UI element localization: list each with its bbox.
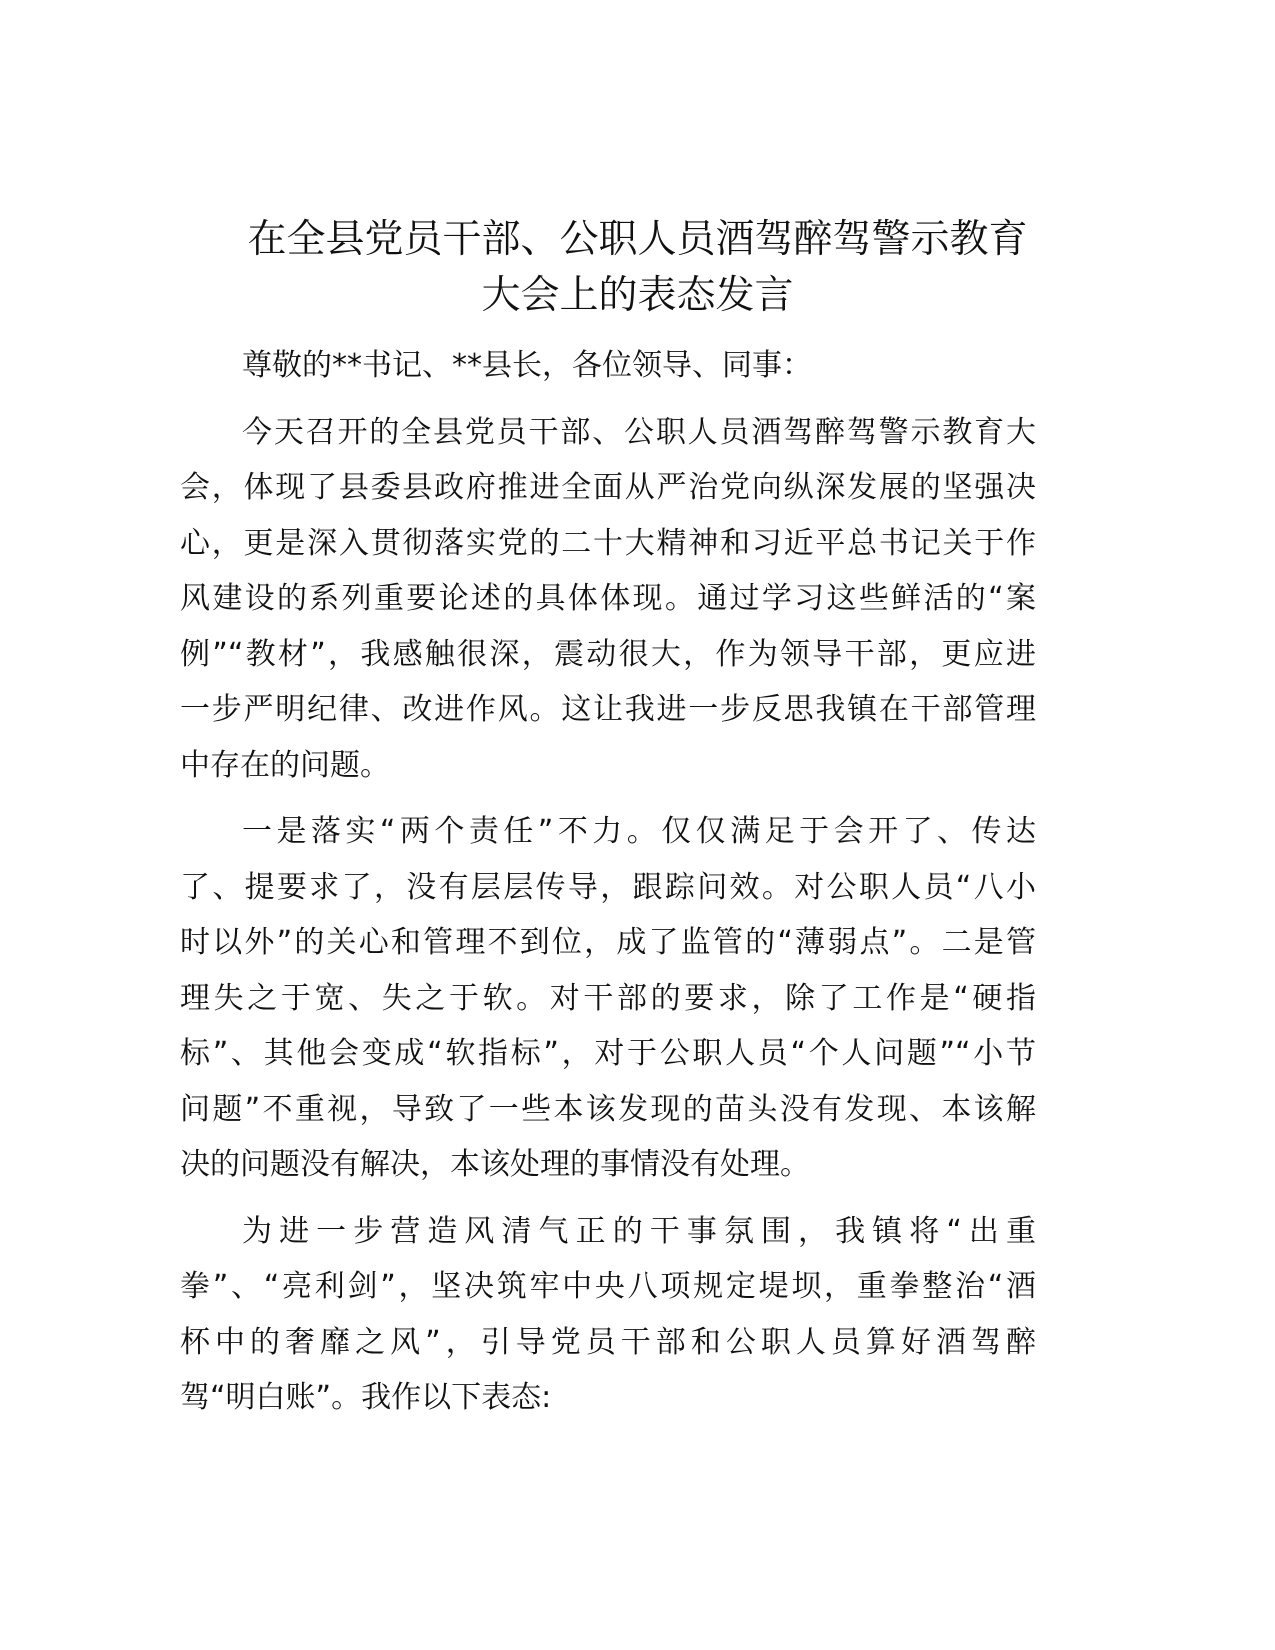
paragraph-line: 问题”不重视，导致了一些本该发现的苗头没有发现、本该解 bbox=[180, 1091, 1036, 1127]
document-title bbox=[0, 212, 1275, 324]
paragraph bbox=[180, 338, 1036, 394]
paragraph-line: 时以外”的关心和管理不到位，成了监管的“薄弱点”。二是管 bbox=[180, 925, 1036, 960]
paragraph-line: 杯中的奢靡之风”，引导党员干部和公职人员算好酒驾醉 bbox=[180, 1324, 1036, 1360]
paragraph-line: 决的问题没有解决，本该处理的事情没有处理。 bbox=[180, 1147, 810, 1182]
paragraph-line: 例”“教材”，我感触很深，震动很大，作为领导干部，更应进 bbox=[180, 636, 1036, 672]
paragraph-line: 会，体现了县委县政府推进全面从严治党向纵深发展的坚强决 bbox=[180, 470, 1036, 505]
paragraph-line: 风建设的系列重要论述的具体体现。通过学习这些鲜活的“案 bbox=[180, 581, 1036, 616]
paragraph-line: 为进一步营造风清气正的干事氛围，我镇将“出重 bbox=[242, 1213, 1036, 1249]
paragraph-line: 今天召开的全县党员干部、公职人员酒驾醉驾警示教育大 bbox=[242, 414, 1036, 450]
paragraph bbox=[180, 1204, 1036, 1426]
document-body bbox=[180, 338, 1036, 1437]
paragraph-line: 标”、其他会变成“软指标”，对于公职人员“个人问题”“小节 bbox=[180, 1036, 1036, 1071]
title-line: 在全县党员干部、公职人员酒驾醉驾警示教育 bbox=[247, 217, 1028, 262]
paragraph bbox=[180, 804, 1036, 1193]
paragraph-line: 尊敬的**书记、**县长，各位领导、同事： bbox=[242, 348, 812, 383]
paragraph bbox=[180, 405, 1036, 794]
paragraph-line: 一是落实“两个责任”不力。仅仅满足于会开了、传达 bbox=[242, 814, 1036, 849]
paragraph-line: 驾“明白账”。我作以下表态: bbox=[180, 1380, 552, 1415]
paragraph-line: 心，更是深入贯彻落实党的二十大精神和习近平总书记关于作 bbox=[180, 525, 1036, 561]
title-line: 大会上的表态发言 bbox=[481, 273, 794, 318]
paragraph-line: 了、提要求了，没有层层传导，跟踪问效。对公职人员“八小 bbox=[180, 869, 1036, 905]
paragraph-line: 理失之于宽、失之于软。对干部的要求，除了工作是“硬指 bbox=[180, 980, 1036, 1016]
paragraph-line: 拳”、“亮利剑”，坚决筑牢中央八项规定堤坝，重拳整治“酒 bbox=[180, 1269, 1036, 1304]
paragraph-line: 一步严明纪律、改进作风。这让我进一步反思我镇在干部管理 bbox=[180, 692, 1036, 727]
paragraph-line: 中存在的问题。 bbox=[180, 747, 390, 783]
